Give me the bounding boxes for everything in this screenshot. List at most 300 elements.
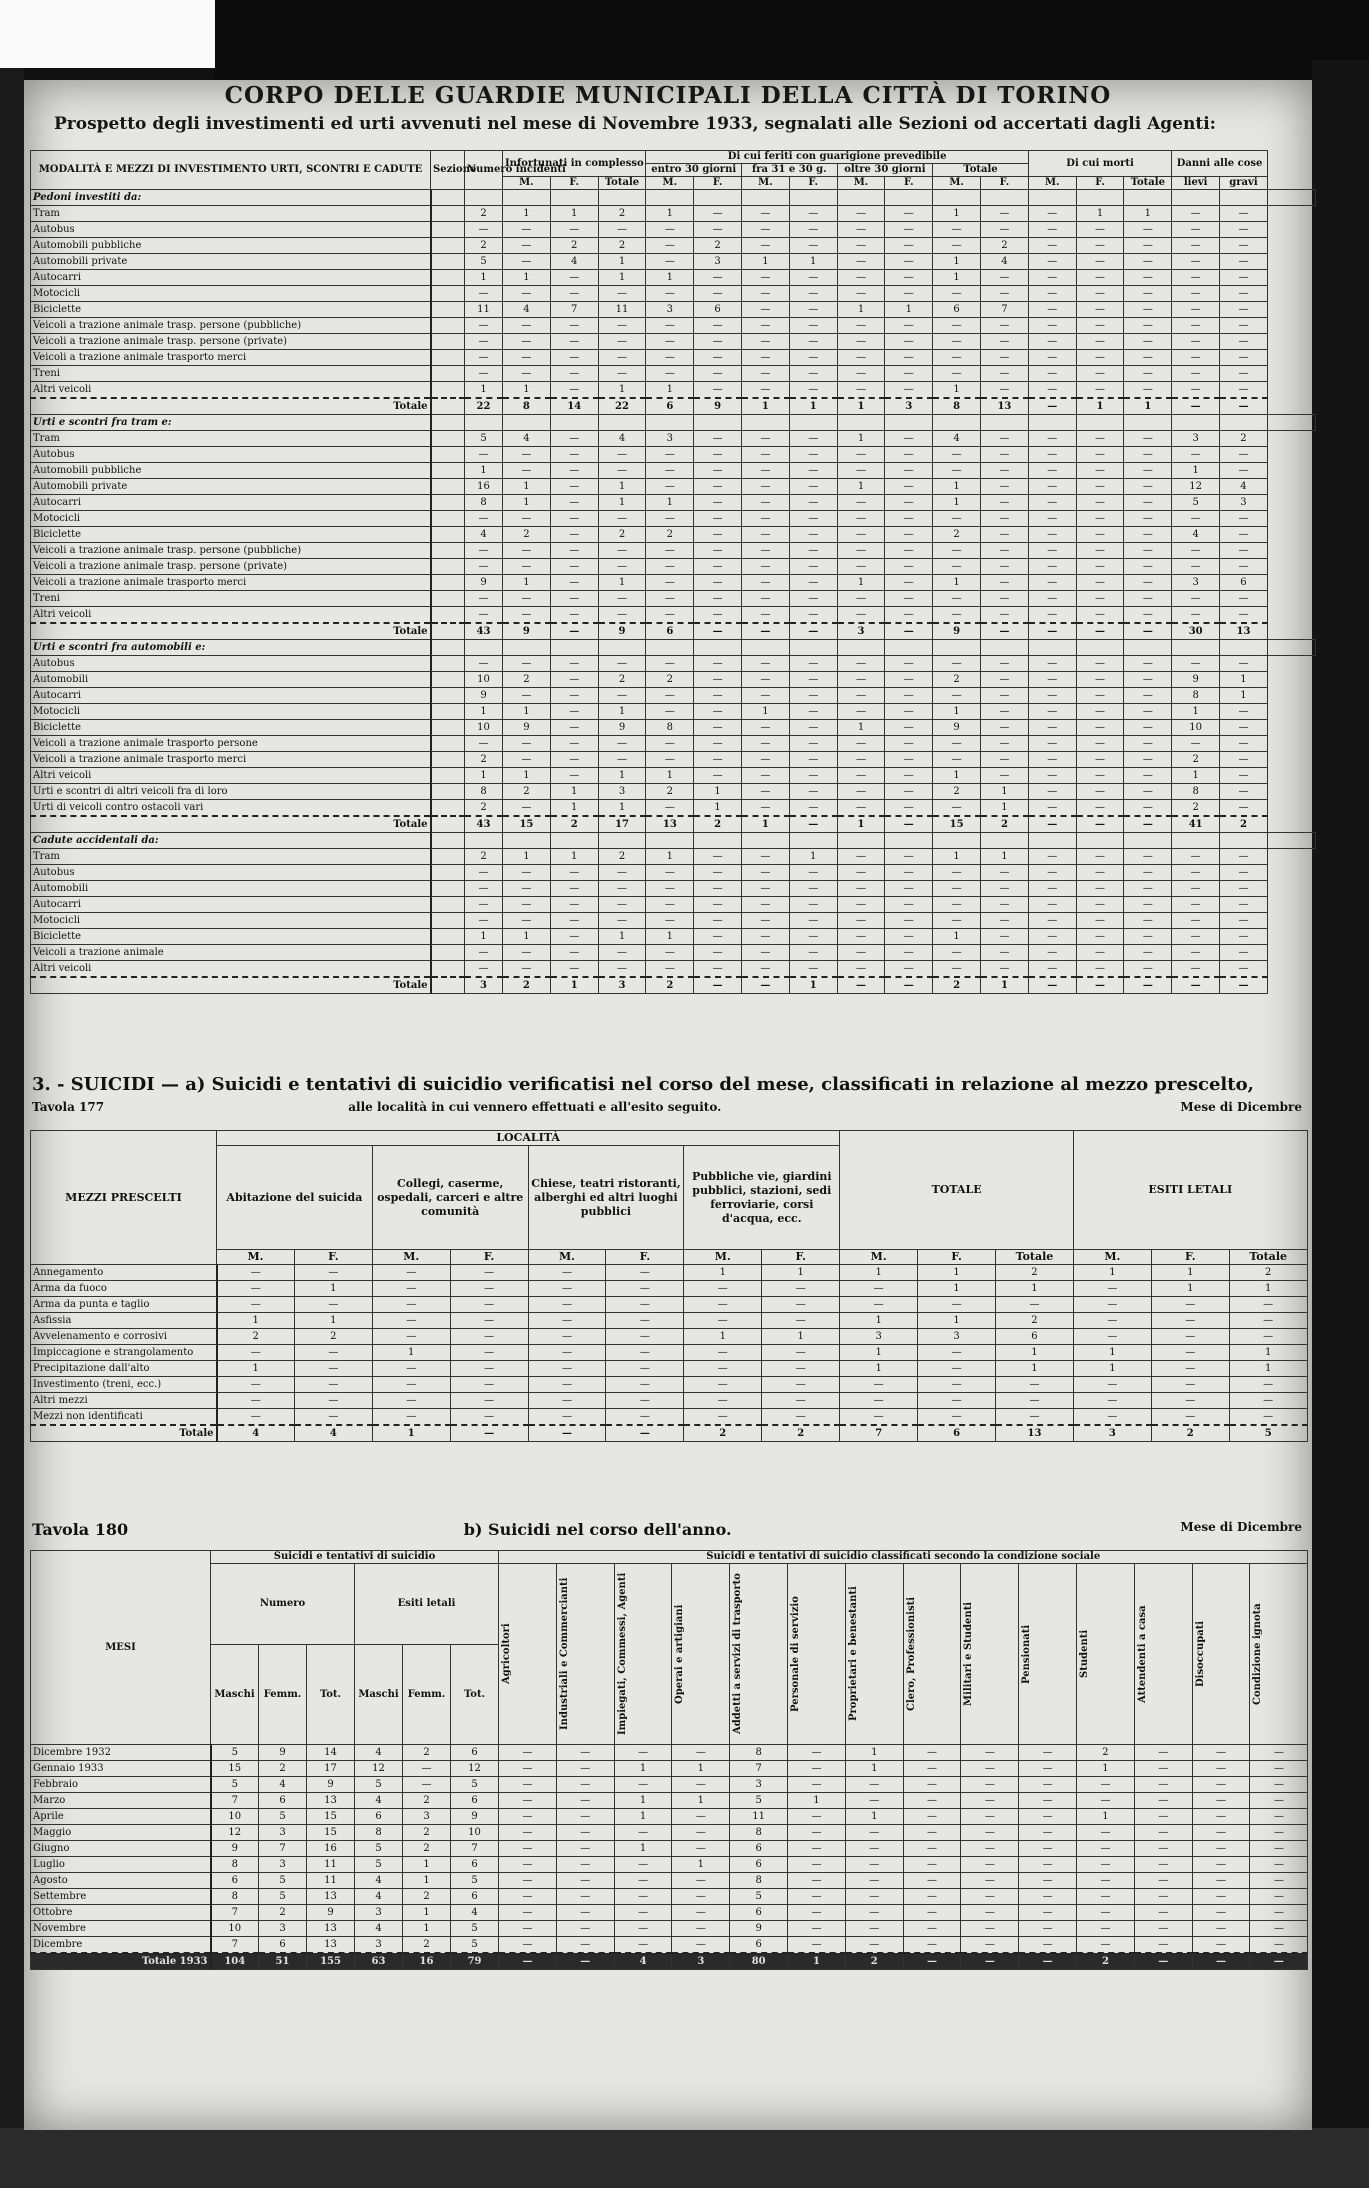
value-cell: 8 <box>1172 784 1220 800</box>
value-cell: — <box>503 591 551 607</box>
row-label: Dicembre <box>31 1937 211 1954</box>
value-cell: — <box>1028 543 1076 559</box>
value-cell: 5 <box>730 1889 788 1905</box>
table-row <box>31 1841 1308 1857</box>
value-cell: — <box>598 961 646 978</box>
sezione-cell <box>431 543 465 559</box>
value-cell: — <box>217 1393 295 1409</box>
value-cell: 1 <box>598 382 646 399</box>
value-cell: — <box>646 286 694 302</box>
value-cell: — <box>598 543 646 559</box>
col-group-condizione: Suicidi e tentativi di suicidio classificati secondo la condizione sociale <box>499 1551 1308 1564</box>
value-cell: — <box>1172 238 1220 254</box>
value-cell: — <box>885 206 933 222</box>
scan-margin-left <box>0 68 24 2188</box>
empty-cell <box>1076 640 1124 656</box>
value-cell: — <box>450 1345 528 1361</box>
value-cell: — <box>372 1409 450 1426</box>
value-cell: — <box>789 431 837 447</box>
value-cell: 11 <box>465 302 503 318</box>
value-cell: — <box>1220 784 1268 800</box>
empty-cell <box>431 640 465 656</box>
value-cell: 1 <box>503 704 551 720</box>
value-cell: 5 <box>259 1873 307 1889</box>
value-cell: — <box>981 704 1029 720</box>
sezione-cell <box>431 318 465 334</box>
value-cell: — <box>1124 849 1172 865</box>
value-cell: — <box>1192 1937 1250 1954</box>
value-cell: — <box>1076 591 1124 607</box>
value-cell: — <box>885 752 933 768</box>
row-label: Veicoli a trazione animale trasp. persone (pubbliche) <box>31 543 431 559</box>
table-row <box>31 1809 1308 1825</box>
value-cell: — <box>981 881 1029 897</box>
value-cell: — <box>789 961 837 978</box>
empty-cell <box>837 833 885 849</box>
value-cell: — <box>550 222 598 238</box>
value-cell: — <box>1124 382 1172 399</box>
value-cell: — <box>1019 1873 1077 1889</box>
total-cell: 2 <box>1077 1953 1135 1970</box>
value-cell: — <box>1134 1825 1192 1841</box>
empty-cell <box>431 833 465 849</box>
value-cell: — <box>1028 720 1076 736</box>
value-cell: 1 <box>933 768 981 784</box>
value-cell: — <box>1028 334 1076 350</box>
value-cell: — <box>1124 607 1172 624</box>
value-cell: — <box>933 286 981 302</box>
value-cell: — <box>837 463 885 479</box>
loc-pubbliche-vie: Pubbliche vie, giardini pubblici, stazioni, sedi ferroviarie, corsi d'acqua, ecc. <box>684 1146 840 1250</box>
value-cell: — <box>837 607 885 624</box>
social-industriali: Industriali e Commercianti <box>556 1564 614 1745</box>
value-cell: — <box>837 559 885 575</box>
total-row <box>31 1953 1308 1970</box>
empty-cell <box>837 415 885 431</box>
value-cell: — <box>646 800 694 817</box>
table-row <box>31 1281 1308 1297</box>
value-cell: — <box>694 897 742 913</box>
value-cell: — <box>933 447 981 463</box>
value-cell: — <box>1076 270 1124 286</box>
value-cell: — <box>837 913 885 929</box>
value-cell: — <box>742 334 790 350</box>
value-cell: — <box>789 945 837 961</box>
value-cell: 1 <box>1073 1265 1151 1281</box>
value-cell: — <box>933 366 981 382</box>
row-label: Motocicli <box>31 511 431 527</box>
value-cell: — <box>837 800 885 817</box>
total-cell: 7 <box>840 1425 918 1442</box>
value-cell: — <box>550 350 598 366</box>
value-cell: — <box>742 350 790 366</box>
value-cell: — <box>1076 286 1124 302</box>
value-cell: — <box>503 334 551 350</box>
empty-cell <box>1124 833 1172 849</box>
value-cell: — <box>1220 591 1268 607</box>
value-cell: — <box>294 1377 372 1393</box>
value-cell: — <box>606 1409 684 1426</box>
value-cell: 1 <box>837 575 885 591</box>
value-cell: — <box>996 1409 1074 1426</box>
sezione-cell <box>431 736 465 752</box>
value-cell: — <box>885 447 933 463</box>
value-cell: 9 <box>933 720 981 736</box>
value-cell: — <box>837 591 885 607</box>
value-cell: — <box>1019 1857 1077 1873</box>
empty-cell <box>646 190 694 206</box>
table-row <box>31 1409 1308 1426</box>
value-cell: 6 <box>730 1841 788 1857</box>
value-cell: — <box>961 1825 1019 1841</box>
value-cell: 2 <box>465 752 503 768</box>
value-cell: — <box>837 672 885 688</box>
value-cell: — <box>503 543 551 559</box>
value-cell: — <box>1076 431 1124 447</box>
value-cell: — <box>1076 752 1124 768</box>
loc-chiese: Chiese, teatri ristoranti, alberghi ed altri luoghi pubblici <box>528 1146 684 1250</box>
value-cell: — <box>742 961 790 978</box>
value-cell: — <box>646 254 694 270</box>
value-cell: 1 <box>598 270 646 286</box>
value-cell: — <box>961 1841 1019 1857</box>
value-cell: — <box>1172 350 1220 366</box>
value-cell: — <box>788 1905 846 1921</box>
empty-cell <box>1124 640 1172 656</box>
col-modalita: MODALITÀ E MEZZI DI INVESTIMENTO URTI, SCONTRI E CADUTE <box>31 151 431 190</box>
value-cell: — <box>1172 736 1220 752</box>
value-cell: — <box>1028 302 1076 318</box>
sezione-cell <box>431 720 465 736</box>
value-cell: — <box>1220 559 1268 575</box>
value-cell: — <box>1124 222 1172 238</box>
value-cell: — <box>1250 1745 1308 1761</box>
sub-f: F. <box>789 177 837 190</box>
total-cell: 15 <box>503 816 551 833</box>
col-totale-feriti: Totale <box>933 164 1029 177</box>
empty-cell <box>646 640 694 656</box>
value-cell: — <box>1124 334 1172 350</box>
value-cell: — <box>598 656 646 672</box>
value-cell: 13 <box>307 1937 355 1954</box>
table-row <box>31 479 1316 495</box>
value-cell: — <box>528 1377 606 1393</box>
value-cell: — <box>1124 672 1172 688</box>
table-row <box>31 800 1316 817</box>
value-cell: — <box>1076 736 1124 752</box>
table-row <box>31 961 1316 978</box>
value-cell: — <box>1220 447 1268 463</box>
value-cell: — <box>742 800 790 817</box>
value-cell: 9 <box>211 1841 259 1857</box>
value-cell: 1 <box>598 495 646 511</box>
value-cell: — <box>885 961 933 978</box>
value-cell: — <box>885 849 933 865</box>
value-cell: — <box>450 1329 528 1345</box>
value-cell: — <box>294 1265 372 1281</box>
value-cell: 1 <box>465 768 503 784</box>
total-cell: — <box>961 1953 1019 1970</box>
value-cell: — <box>789 302 837 318</box>
value-cell: 1 <box>614 1809 672 1825</box>
empty-cell <box>1172 833 1220 849</box>
value-cell: 5 <box>465 254 503 270</box>
value-cell: — <box>885 800 933 817</box>
value-cell: — <box>1124 913 1172 929</box>
empty-cell <box>646 415 694 431</box>
value-cell: — <box>933 350 981 366</box>
value-cell: — <box>556 1793 614 1809</box>
total-cell: — <box>1124 977 1172 994</box>
value-cell: — <box>789 656 837 672</box>
value-cell: — <box>742 511 790 527</box>
value-cell: 11 <box>307 1857 355 1873</box>
empty-cell <box>789 833 837 849</box>
row-label: Veicoli a trazione animale trasp. persone (private) <box>31 334 431 350</box>
value-cell: — <box>981 656 1029 672</box>
value-cell: — <box>598 447 646 463</box>
value-cell: — <box>499 1809 557 1825</box>
value-cell: — <box>1028 865 1076 881</box>
empty-cell <box>550 833 598 849</box>
tavola-label: Tavola 180 <box>32 1520 129 1539</box>
row-label: Avvelenamento e corrosivi <box>31 1329 217 1345</box>
empty-cell <box>1267 190 1315 206</box>
table-row <box>31 495 1316 511</box>
value-cell: 6 <box>694 302 742 318</box>
value-cell: — <box>1192 1841 1250 1857</box>
value-cell: — <box>1124 559 1172 575</box>
value-cell: — <box>1172 913 1220 929</box>
empty-cell <box>598 640 646 656</box>
value-cell: — <box>646 543 694 559</box>
value-cell: — <box>1124 768 1172 784</box>
value-cell: 2 <box>933 672 981 688</box>
col-mesi: MESI <box>31 1551 211 1745</box>
total-cell: 2 <box>845 1953 903 1970</box>
value-cell: — <box>789 688 837 704</box>
value-cell: — <box>885 350 933 366</box>
value-cell: — <box>789 543 837 559</box>
value-cell: 1 <box>840 1265 918 1281</box>
value-cell: 1 <box>933 575 981 591</box>
value-cell: 1 <box>840 1345 918 1361</box>
value-cell: — <box>1220 302 1268 318</box>
value-cell: 4 <box>598 431 646 447</box>
yearly-suicides-title: b) Suicidi nel corso dell'anno. <box>463 1520 732 1539</box>
value-cell: — <box>465 447 503 463</box>
value-cell: — <box>646 881 694 897</box>
value-cell: — <box>1124 865 1172 881</box>
sub-f: F. <box>550 177 598 190</box>
sezione-cell <box>431 270 465 286</box>
value-cell: — <box>550 865 598 881</box>
value-cell: — <box>465 350 503 366</box>
value-cell: — <box>742 607 790 624</box>
value-cell: — <box>1220 961 1268 978</box>
value-cell: — <box>503 656 551 672</box>
total-row <box>31 398 1316 415</box>
value-cell: — <box>742 897 790 913</box>
table-row <box>31 254 1316 270</box>
empty-cell <box>503 190 551 206</box>
value-cell: — <box>372 1377 450 1393</box>
sezione-cell <box>431 656 465 672</box>
empty-cell <box>1124 190 1172 206</box>
value-cell: — <box>1076 334 1124 350</box>
value-cell: — <box>1250 1761 1308 1777</box>
value-cell: — <box>885 463 933 479</box>
value-cell: — <box>646 897 694 913</box>
value-cell: — <box>684 1409 762 1426</box>
value-cell: — <box>903 1921 961 1937</box>
value-cell: — <box>1172 270 1220 286</box>
total-cell: 17 <box>598 816 646 833</box>
sub-m: M. <box>217 1250 295 1265</box>
value-cell: — <box>933 334 981 350</box>
table-row <box>31 945 1316 961</box>
value-cell: 5 <box>451 1777 499 1793</box>
empty-cell <box>694 190 742 206</box>
value-cell: — <box>742 318 790 334</box>
value-cell: 3 <box>840 1329 918 1345</box>
value-cell: 6 <box>451 1857 499 1873</box>
value-cell: — <box>672 1841 730 1857</box>
value-cell: 8 <box>465 495 503 511</box>
section-header-row <box>31 640 1316 656</box>
row-label: Novembre <box>31 1921 211 1937</box>
value-cell: — <box>1076 366 1124 382</box>
total-cell: — <box>1124 816 1172 833</box>
value-cell: 4 <box>451 1905 499 1921</box>
row-label: Autobus <box>31 865 431 881</box>
col-totale: TOTALE <box>840 1131 1074 1250</box>
value-cell: 2 <box>294 1329 372 1345</box>
value-cell: — <box>294 1409 372 1426</box>
value-cell: — <box>403 1777 451 1793</box>
value-cell: — <box>742 447 790 463</box>
value-cell: — <box>1073 1329 1151 1345</box>
total-cell: — <box>837 977 885 994</box>
value-cell: — <box>1172 366 1220 382</box>
value-cell: — <box>646 752 694 768</box>
value-cell: — <box>550 752 598 768</box>
total-cell: 2 <box>646 977 694 994</box>
value-cell: — <box>742 366 790 382</box>
value-cell: — <box>789 591 837 607</box>
value-cell: 1 <box>1220 688 1268 704</box>
value-cell: — <box>1172 318 1220 334</box>
value-cell: — <box>1220 350 1268 366</box>
loc-collegi: Collegi, caserme, ospedali, carceri e altre comunità <box>372 1146 528 1250</box>
value-cell: — <box>837 286 885 302</box>
value-cell: — <box>933 752 981 768</box>
value-cell: — <box>885 238 933 254</box>
col-esiti-letali: Esiti letali <box>355 1564 499 1645</box>
value-cell: — <box>550 575 598 591</box>
value-cell: — <box>1073 1313 1151 1329</box>
value-cell: — <box>614 1745 672 1761</box>
value-cell: — <box>684 1361 762 1377</box>
value-cell: — <box>1028 672 1076 688</box>
value-cell: — <box>845 1873 903 1889</box>
value-cell: — <box>1124 318 1172 334</box>
sub-lievi: lievi <box>1172 177 1220 190</box>
value-cell: — <box>694 865 742 881</box>
sub-f: F. <box>981 177 1029 190</box>
value-cell: 9 <box>730 1921 788 1937</box>
value-cell: — <box>1220 945 1268 961</box>
value-cell: — <box>694 206 742 222</box>
total-cell: 4 <box>614 1953 672 1970</box>
value-cell: 3 <box>355 1905 403 1921</box>
value-cell: 3 <box>598 784 646 800</box>
value-cell: — <box>981 350 1029 366</box>
month-label: Mese di Dicembre <box>1180 1520 1302 1534</box>
sezione-cell <box>431 447 465 463</box>
value-cell: — <box>961 1809 1019 1825</box>
value-cell: — <box>885 865 933 881</box>
value-cell: 3 <box>1172 431 1220 447</box>
value-cell: — <box>550 945 598 961</box>
value-cell: — <box>1028 881 1076 897</box>
value-cell: — <box>1019 1921 1077 1937</box>
value-cell: 5 <box>259 1889 307 1905</box>
value-cell: — <box>981 736 1029 752</box>
value-cell: 1 <box>598 575 646 591</box>
total-cell: 22 <box>598 398 646 415</box>
value-cell: — <box>1073 1393 1151 1409</box>
empty-cell <box>1172 640 1220 656</box>
value-cell: 6 <box>730 1905 788 1921</box>
value-cell: — <box>837 656 885 672</box>
empty-cell <box>933 415 981 431</box>
value-cell: — <box>961 1857 1019 1873</box>
row-label: Mezzi non identificati <box>31 1409 217 1426</box>
value-cell: — <box>789 286 837 302</box>
total-cell: 9 <box>933 623 981 640</box>
value-cell: — <box>684 1345 762 1361</box>
table-row <box>31 382 1316 399</box>
value-cell: — <box>499 1905 557 1921</box>
sezione-cell <box>431 897 465 913</box>
value-cell: — <box>1192 1873 1250 1889</box>
value-cell: — <box>1220 881 1268 897</box>
value-cell: — <box>1019 1841 1077 1857</box>
value-cell: — <box>450 1297 528 1313</box>
value-cell: 4 <box>355 1921 403 1937</box>
value-cell: — <box>788 1921 846 1937</box>
value-cell: — <box>1076 656 1124 672</box>
value-cell: — <box>1220 704 1268 720</box>
empty-cell <box>598 190 646 206</box>
value-cell: — <box>981 543 1029 559</box>
value-cell: — <box>1220 511 1268 527</box>
value-cell: — <box>837 784 885 800</box>
table-row <box>31 768 1316 784</box>
total-cell: — <box>1192 1953 1250 1970</box>
sezione-cell <box>431 607 465 624</box>
value-cell: — <box>762 1409 840 1426</box>
total-cell: — <box>1076 623 1124 640</box>
value-cell: — <box>646 704 694 720</box>
value-cell: — <box>503 881 551 897</box>
value-cell: — <box>1076 929 1124 945</box>
col-oltre: oltre 30 giorni <box>837 164 933 177</box>
table-row <box>31 1297 1308 1313</box>
value-cell: 1 <box>598 254 646 270</box>
value-cell: 10 <box>211 1809 259 1825</box>
